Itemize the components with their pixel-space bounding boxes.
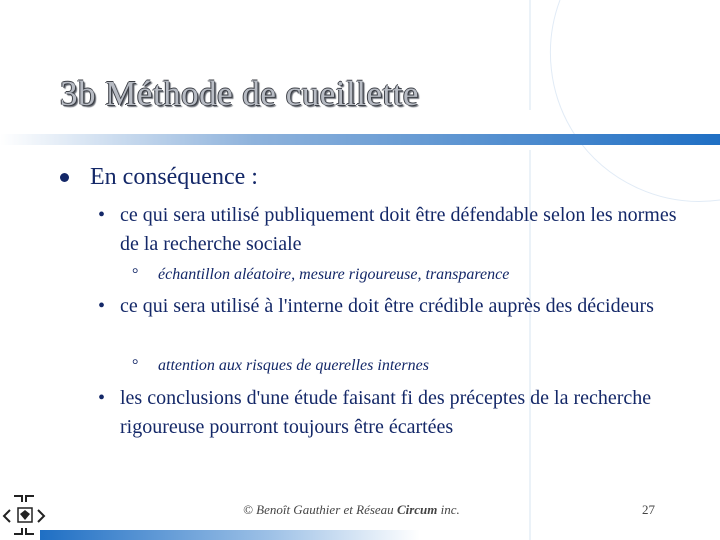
bullet-item-1 [98,201,678,259]
heading-text: En conséquence : [90,164,258,190]
footer-brand: Circum [396,502,438,517]
footer-prefix: © Benoît Gauthier et Réseau [243,502,397,517]
degree-bullet-icon: ° [132,266,139,283]
sub-bullet-text: attention aux risques de querelles internes [158,357,429,374]
bullet-item-text: ce qui sera utilisé à l'interne doit être crédible auprès des décideurs [120,295,654,317]
bullet-item-text: ce qui sera utilisé publiquement doit être défendable selon les normes de la recherche sociale [120,204,677,255]
bullet-dot-icon: • [98,295,106,317]
footer-suffix: inc. [437,502,460,517]
sub-bullet-item-2 [132,355,429,377]
page-number: 27 [642,502,655,517]
bullet-dot-icon: • [98,204,106,226]
bullet-dot-icon: • [98,387,106,409]
bullet-item-2 [98,292,678,321]
bullet-item-3 [98,384,678,442]
degree-bullet-icon: ° [132,357,139,374]
round-bullet-icon [60,173,69,182]
bullet-level1 [60,164,258,191]
bullet-item-text: les conclusions d'une étude faisant fi des préceptes de la recherche rigoureuse pourront toujours être écartées [120,387,652,438]
circum-logo-icon [0,490,50,540]
sub-bullet-item-1 [132,264,509,286]
slide-title: 3b Méthode de cueillette [60,74,419,113]
sub-bullet-text: échantillon aléatoire, mesure rigoureuse, transparence [158,266,510,283]
footer-copyright [243,502,460,518]
